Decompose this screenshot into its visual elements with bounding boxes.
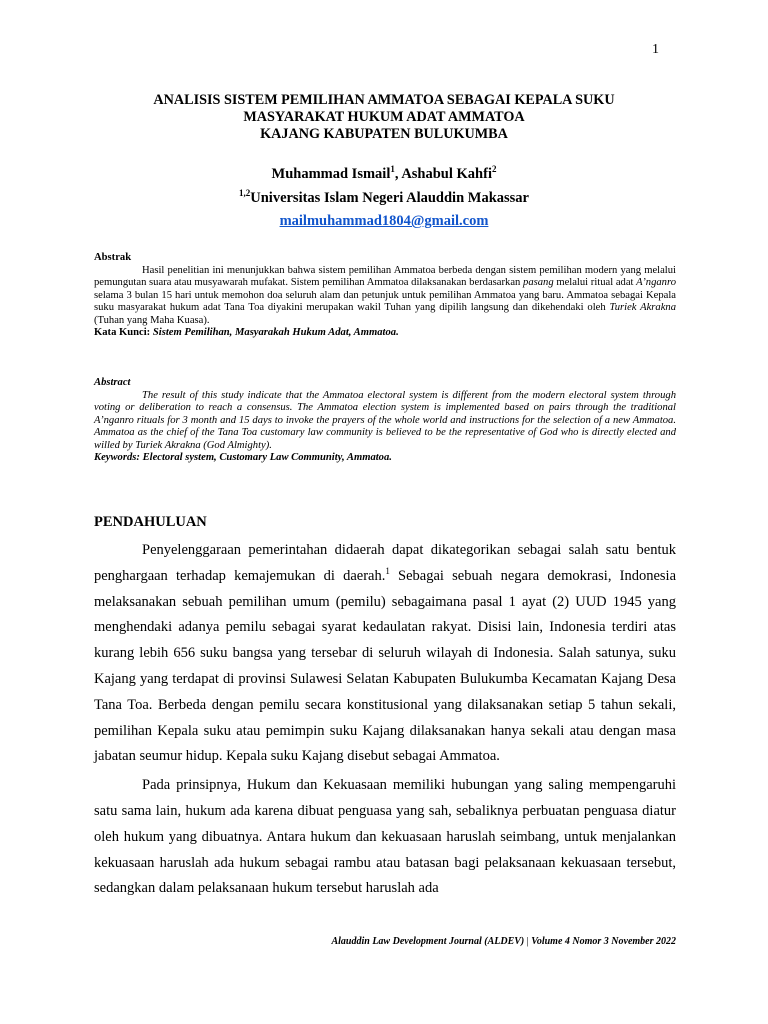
keywords (94, 452, 676, 465)
paragraph (94, 538, 676, 770)
keywords-label: Keywords: (94, 452, 143, 463)
author-name: Muhammad Ismail (271, 166, 391, 182)
kata-kunci (94, 327, 676, 340)
abstract-heading: Abstract (94, 377, 131, 388)
affiliation-marker: 1,2 (239, 188, 251, 199)
kata-kunci-values: Sistem Pemilihan, Masyarakah Hukum Adat, Ammatoa. (152, 327, 399, 338)
abstrak-text-part: selama 3 bulan 15 hari untuk memohon doa seluruh alam dan petunjuk untuk pemilihan Ammatoa yang baru. Ammatoa sebagai Kepala suku masyarakat hukum adat Tana Toa diyakini merupakan wakil Tuhan yang dipilih langsung dan dikehendaki oleh (94, 289, 676, 313)
author-name: Ashabul Kahfi (401, 166, 492, 182)
title-line-3: KAJANG KABUPATEN BULUKUMBA (260, 126, 508, 142)
author-affiliation-marker: 2 (491, 164, 497, 175)
section-heading: PENDAHULUAN (94, 514, 207, 530)
affiliation-name: Universitas Islam Negeri Alauddin Makassar (250, 190, 529, 206)
abstrak-term: pasang (523, 277, 554, 288)
journal-footer (94, 936, 676, 947)
page-number: 1 (652, 42, 659, 57)
author-affiliation-marker: 1 (390, 164, 395, 175)
paragraph-text: Penyelenggaraan pemerintahan didaerah dapat dikategorikan sebagai salah satu bentuk penghargaan terhadap kemajemukan di daerah. (94, 542, 676, 584)
title-line-1: ANALISIS SISTEM PEMILIHAN AMMATOA SEBAGAI KEPALA SUKU (153, 92, 615, 108)
kata-kunci-label: Kata Kunci: (94, 327, 153, 338)
paragraph-text: Sebagai sebuah negara demokrasi, Indonesia melaksanakan sebuah pemilihan umum (pemilu) sebagaimana pasal 1 ayat (2) UUD 1945 yang menghendaki adanya pemilu sebagai syarat kedaulatan rakyat. Disisi lain, Indonesia terdiri atas kurang lebih 656 suku bangsa yang tersebar di seluruh wilayah di Indonesia. Salah satunya, suku Kajang yang terdapat di provinsi Sulawesi Selatan Kabupaten Bulukumba Kecamatan Kajang Desa Tana Toa. Berbeda dengan pemilu secara konstitusional yang dilaksanakan setiap 5 tahun sekali, pemilihan Kepala suku atau pemimpin suku Kajang dilaksanakan hanya sekali atau dengan masa jabatan seumur hidup. Kepala suku Kajang disebut sebagai Ammatoa. (94, 567, 677, 765)
title-line-2: MASYARAKAT HUKUM ADAT AMMATOA (243, 109, 525, 125)
paper-title (60, 92, 708, 143)
abstrak-term: A’nganro (636, 277, 676, 288)
abstrak-section (94, 252, 676, 340)
author-list (60, 166, 708, 183)
abstrak-text (94, 265, 676, 328)
abstrak-term: Turiek Akrakna (609, 302, 677, 313)
paragraph: Pada prinsipnya, Hukum dan Kekuasaan memiliki hubungan yang saling mempengaruhi satu sama lain, hukum ada karena dibuat penguasa yang sah, sebaliknya perbuatan penguasa diatur oleh hukum yang dibuatnya. Antara hukum dan kekuasaan haruslah seimbang, untuk menjalankan kekuasaan haruslah ada hukum sebagai rambu atau batasan bagi pelaksanaan kekuasaan tersebut, sedangkan dalam pelaksanaan hukum tersebut haruslah ada (94, 777, 676, 897)
body-text (94, 538, 676, 905)
abstract-text: The result of this study indicate that the Ammatoa electoral system is different from the modern electoral system through voting or deliberation to reach a consensus. The Ammatoa election system is implemented based on pairs through the traditional A’nganro rituals for 3 month and 15 days to invoke the prayers of the whole world and instructions for the selection of a new Ammatoa. Ammatoa as the chief of the Tana Toa customary law community is believed to be the representative of God who is directly elected and willed by Turiek Akrakna (God Almighty). (94, 389, 676, 451)
abstrak-text-part: (Tuhan yang Maha Kuasa). (94, 314, 210, 326)
footnote-marker: 1 (385, 565, 390, 576)
keywords-values: Electoral system, Customary Law Community, Ammatoa. (142, 452, 392, 463)
author-email (60, 213, 708, 230)
abstrak-text-part: Hasil penelitian ini menunjukkan bahwa sistem pemilihan Ammatoa berbeda dengan sistem pemilihan modern yang melalui pemungutan suara atau musyawarah mufakat. Sistem pemilihan Ammatoa dilaksanakan berdasarkan (94, 264, 676, 288)
abstrak-text-part: melalui ritual adat (553, 277, 637, 288)
author-separator: , (394, 166, 402, 182)
journal-issue: Volume 4 Nomor 3 November 2022 (531, 936, 676, 947)
affiliation (60, 190, 708, 207)
email-link[interactable]: mailmuhammad1804@gmail.com (279, 213, 489, 229)
abstrak-heading: Abstrak (94, 252, 132, 263)
footer-separator: | (526, 936, 529, 947)
journal-name: Alauddin Law Development Journal (ALDEV) (331, 936, 525, 947)
abstract-section (94, 377, 676, 465)
